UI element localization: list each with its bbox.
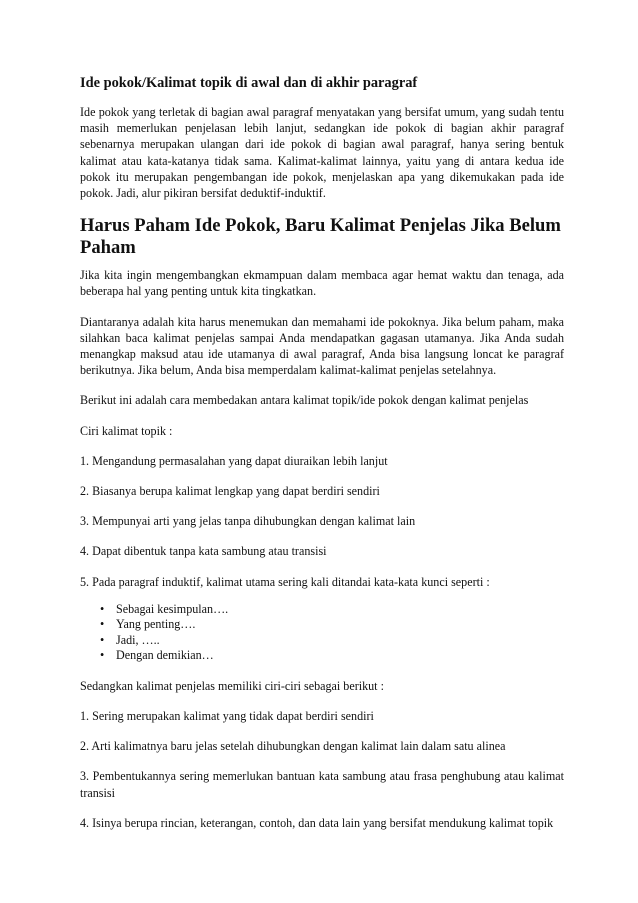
ciri-penjelas-label: Sedangkan kalimat penjelas memiliki ciri-ciri sebagai berikut : (80, 678, 384, 693)
bullet-text: Jadi, ….. (116, 632, 160, 647)
list-item (100, 633, 564, 649)
paragraph-intro-3: Berikut ini adalah cara membedakan antara kalimat topik/ide pokok dengan kalimat penjelas (80, 393, 529, 408)
bullet-text: Sebagai kesimpulan…. (116, 601, 229, 616)
bullet-text: Dengan demikian… (116, 648, 214, 663)
ciri-topik-item: 1. Mengandung permasalahan yang dapat diuraikan lebih lanjut (80, 453, 388, 468)
ciri-penjelas-item: 1. Sering merupakan kalimat yang tidak dapat berdiri sendiri (80, 709, 374, 724)
ciri-topik-item: 5. Pada paragraf induktif, kalimat utama sering kali ditandai kata-kata kunci seperti : (80, 574, 490, 589)
paragraph-intro-2: Diantaranya adalah kita harus menemukan dan memahami ide pokoknya. Jika belum paham, maka silahkan baca kalimat penjelas sampai Anda mendapatkan gagasan utamanya. Jika Anda sudah menangkap maksud atau ide utamanya di awal paragraf, Anda bisa langsung loncat ke paragraf berikutnya. Jika belum, Anda bisa memperdalam kalimat-kalimat penjelas setelahnya. (80, 314, 564, 378)
main-heading: Harus Paham Ide Pokok, Baru Kalimat Penjelas Jika Belum Paham (80, 215, 561, 259)
ciri-topik-label: Ciri kalimat topik : (80, 423, 173, 438)
list-item (100, 617, 564, 633)
bullet-icon: • (100, 632, 105, 647)
paragraph-intro-1: Jika kita ingin mengembangkan ekmampuan dalam membaca agar hemat waktu dan tenaga, ada beberapa hal yang penting untuk kita tingkatkan. (80, 268, 564, 299)
keyword-bullet-list (80, 602, 564, 664)
ciri-penjelas-item: 3. Pembentukannya sering memerlukan bantuan kata sambung atau frasa penghubung atau kalimat transisi (80, 769, 564, 800)
list-item (100, 602, 564, 618)
bullet-text: Yang penting…. (116, 617, 196, 632)
paragraph-ide-pokok: Ide pokok yang terletak di bagian awal paragraf menyatakan yang bersifat umum, yang sudah tentu masih memerlukan penjelasan lebih lanjut, sedangkan ide pokok di bagian akhir paragraf sebenarnya merupakan ulangan dari ide pokok di bagian awal paragraf, hanya sering bentuk kalimat atau kata-katanya tidak sama. Kalimat-kalimat lainnya, yaitu yang di antara kedua ide pokok itu merupakan pengembangan ide pokok, menjelaskan apa yang dikemukakan pada ide pokok. Jadi, alur pikiran bersifat deduktif-induktif. (80, 105, 564, 201)
bullet-icon: • (100, 648, 105, 663)
ciri-topik-item: 3. Mempunyai arti yang jelas tanpa dihubungkan dengan kalimat lain (80, 514, 416, 529)
ciri-penjelas-item: 2. Arti kalimatnya baru jelas setelah dihubungkan dengan kalimat lain dalam satu alinea (80, 739, 506, 754)
list-item (100, 648, 564, 664)
document-page (80, 60, 564, 845)
bullet-icon: • (100, 617, 105, 632)
ciri-penjelas-item: 4. Isinya berupa rincian, keterangan, contoh, dan data lain yang bersifat mendukung kalimat topik (80, 815, 554, 830)
ciri-topik-item: 4. Dapat dibentuk tanpa kata sambung atau transisi (80, 544, 327, 559)
ciri-topik-item: 2. Biasanya berupa kalimat lengkap yang dapat berdiri sendiri (80, 484, 380, 499)
bullet-icon: • (100, 601, 105, 616)
section-heading-ide-pokok: Ide pokok/Kalimat topik di awal dan di akhir paragraf (80, 75, 418, 91)
